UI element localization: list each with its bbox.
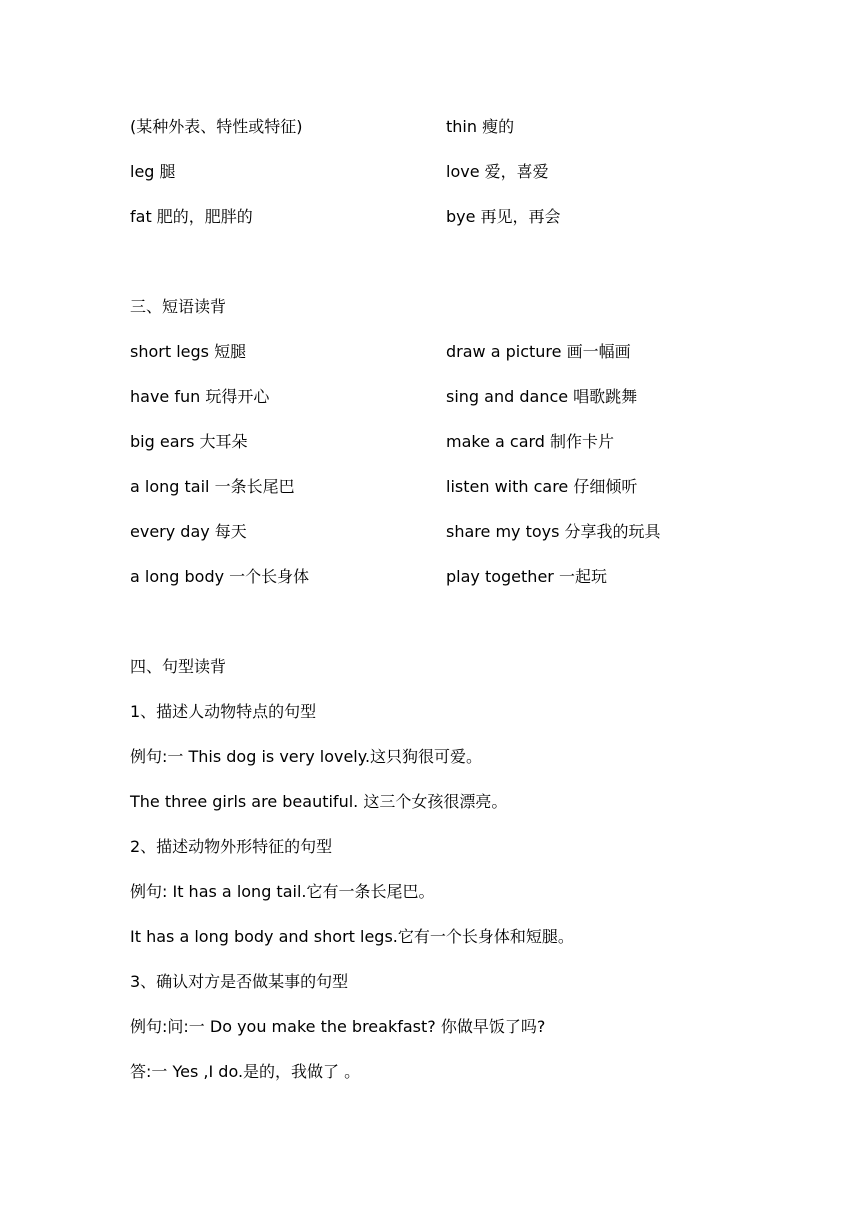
sentences-heading: 四、句型读背 [130, 657, 227, 676]
vocab-row-1-left: (某种外表、特性或特征) [130, 117, 303, 136]
vocab-row-3-left: fat 肥的，肥胖的 [130, 207, 253, 226]
sentence-example-4: It has a long body and short legs.它有一个长身体和短腿。 [130, 927, 574, 946]
sentence-example-1: 例句:一 This dog is very lovely.这只狗很可爱。 [130, 747, 483, 766]
sentence-question: 例句:问:一 Do you make the breakfast? 你做早饭了吗? [130, 1017, 546, 1036]
phrase-row-4-left: a long tail 一条长尾巴 [130, 477, 295, 496]
vocab-row-2-right: love 爱，喜爱 [446, 162, 549, 181]
sentence-pattern-2-title: 2、描述动物外形特征的句型 [130, 837, 333, 856]
phrase-row-5-left: every day 每天 [130, 522, 247, 541]
vocab-row-3-right: bye 再见，再会 [446, 207, 561, 226]
vocab-row-2-left: leg 腿 [130, 162, 176, 181]
sentence-pattern-3-title: 3、确认对方是否做某事的句型 [130, 972, 349, 991]
phrase-row-3-right: make a card 制作卡片 [446, 432, 615, 451]
sentence-example-3: 例句: It has a long tail.它有一条长尾巴。 [130, 882, 435, 901]
phrase-row-2-right: sing and dance 唱歌跳舞 [446, 387, 638, 406]
phrase-row-3-left: big ears 大耳朵 [130, 432, 248, 451]
phrase-row-1-left: short legs 短腿 [130, 342, 247, 361]
phrase-row-6-left: a long body 一个长身体 [130, 567, 310, 586]
phrases-heading: 三、短语读背 [130, 297, 227, 316]
vocab-row-1-right: thin 瘦的 [446, 117, 515, 136]
phrase-row-2-left: have fun 玩得开心 [130, 387, 270, 406]
sentence-example-2: The three girls are beautiful. 这三个女孩很漂亮。 [130, 792, 508, 811]
sentence-pattern-1-title: 1、描述人动物特点的句型 [130, 702, 317, 721]
phrase-row-4-right: listen with care 仔细倾听 [446, 477, 638, 496]
phrase-row-1-right: draw a picture 画一幅画 [446, 342, 631, 361]
phrase-row-6-right: play together 一起玩 [446, 567, 607, 586]
sentence-answer: 答:一 Yes ,I do.是的，我做了 。 [130, 1062, 361, 1081]
phrase-row-5-right: share my toys 分享我的玩具 [446, 522, 661, 541]
